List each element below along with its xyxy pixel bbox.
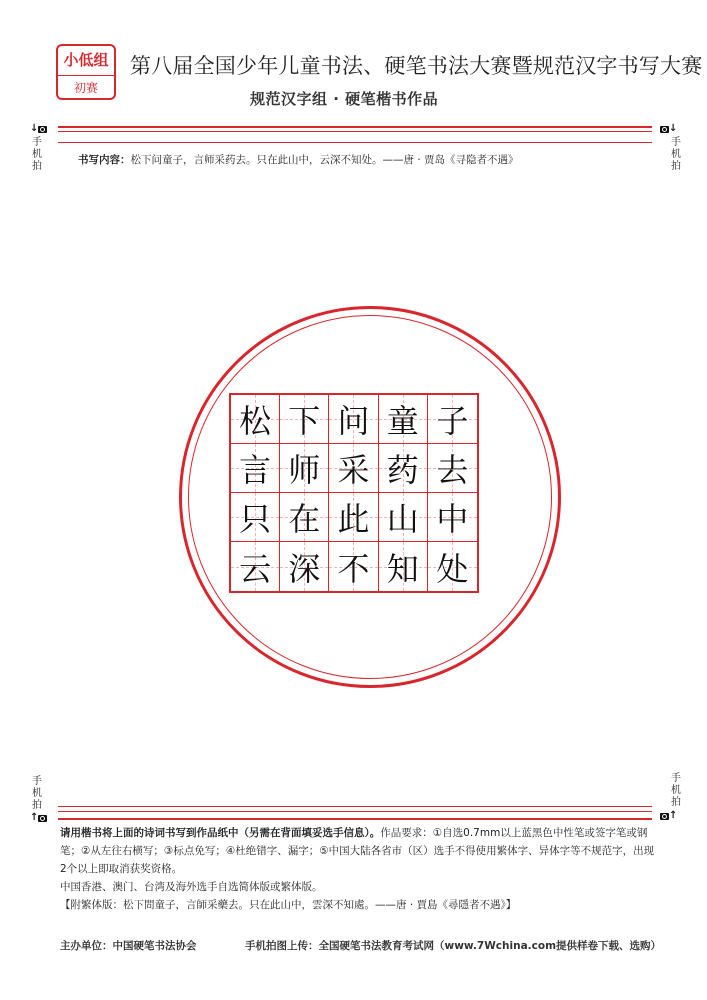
grid-cell [231, 493, 280, 542]
grid-character: 师 [288, 451, 321, 489]
grid-cell [428, 444, 477, 493]
phone-capture-label-bottom-right: 手机拍 [671, 773, 681, 808]
instructions-overseas: 中国香港、澳门、台湾及海外选手自选简体版或繁体版。 [60, 881, 323, 893]
grid-cell [379, 493, 428, 542]
camera-icon [660, 813, 669, 820]
grid-cell [379, 395, 428, 444]
grid-character: 问 [337, 402, 370, 440]
page-title: 第八届全国少年儿童书法、硬笔书法大赛暨规范汉字书写大赛 [130, 54, 703, 78]
grid-cell [280, 444, 329, 493]
grid-character: 不 [337, 549, 370, 588]
instructions-traditional: 【附繁体版：松下問童子，言師采藥去。只在此山中，雲深不知處。——唐 · 賈島《尋隱者不遇》】 [60, 899, 517, 911]
grid-character: 深 [288, 549, 321, 588]
writing-content-label: 书写内容： [78, 154, 131, 166]
stamp-group-label: 小低组 [58, 46, 114, 76]
phone-capture-label-bottom-left: 手机拍 [32, 776, 42, 811]
grid-character: 药 [386, 451, 419, 489]
stamp-round-label: 初赛 [73, 81, 98, 95]
grid-cell [428, 542, 477, 591]
phone-capture-label-right: 手机拍 [671, 137, 681, 172]
bottom-rule-thin [58, 806, 652, 807]
grid-character: 处 [436, 549, 469, 588]
arrow-down-icon: ↓ [30, 123, 39, 134]
grid-cell [379, 542, 428, 591]
grid-cell [280, 542, 329, 591]
grid-cell [329, 444, 378, 493]
writing-grid [229, 393, 479, 593]
camera-icon [660, 126, 669, 133]
bottom-rule-thick [58, 818, 652, 820]
arrow-down-icon: ↓ [669, 123, 678, 134]
grid-cell [329, 493, 378, 542]
grid-cell [231, 542, 280, 591]
organizer-text: 主办单位：中国硬笔书法协会 [60, 940, 197, 952]
camera-icon [38, 126, 47, 133]
upload-camera-marker-left [30, 813, 47, 824]
grid-cell [428, 493, 477, 542]
grid-character: 山 [386, 500, 419, 538]
grid-cell [280, 395, 329, 444]
grid-cell [329, 542, 378, 591]
grid-character: 采 [337, 451, 370, 489]
instructions-block [60, 824, 660, 914]
top-rule-thick [58, 126, 652, 128]
grid-character: 去 [436, 451, 469, 489]
instructions-requirements: 作品要求：①自选0.7mm以上蓝黑色中性笔或签字笔或钢笔；②从左往右横写；③标点免写；④杜绝错字、漏字；⑤中国大陆各省市（区）选手不得使用繁体字、异体字等不规范字，出现2个以上即取消获奖资格。 [60, 827, 655, 875]
grid-cell [231, 444, 280, 493]
arrow-up-icon: ↑ [669, 810, 678, 821]
page-subtitle: 规范汉字组 · 硬笔楷书作品 [250, 90, 439, 108]
grid-character: 童 [386, 402, 419, 440]
upload-info-text: 手机拍图上传：全国硬笔书法教育考试网（www.7Wchina.com提供样卷下载、选购） [245, 940, 662, 952]
grid-cell [280, 493, 329, 542]
grid-character: 松 [239, 402, 272, 440]
grid-character: 此 [337, 500, 370, 538]
group-stamp [56, 44, 116, 100]
grid-character: 只 [239, 500, 272, 538]
top-rule-thin [58, 131, 652, 132]
arrow-up-icon: ↑ [30, 812, 39, 823]
writing-content [78, 152, 519, 167]
grid-character: 下 [288, 402, 321, 440]
grid-cell [231, 395, 280, 444]
download-camera-marker-left [30, 124, 47, 135]
instructions-lead: 请用楷书将上面的诗词书写到作品纸中（另需在背面填妥选手信息）。 [60, 827, 381, 839]
grid-character: 知 [386, 549, 419, 588]
grid-character: 子 [436, 402, 469, 440]
instructions-paragraph [60, 824, 660, 878]
grid-character: 云 [239, 549, 272, 588]
top-rule-thin-2 [58, 142, 652, 143]
upload-camera-marker-right [660, 811, 677, 822]
phone-capture-label-left: 手机拍 [32, 137, 42, 172]
download-camera-marker-right [660, 124, 677, 135]
grid-cell [329, 395, 378, 444]
grid-character: 在 [288, 500, 321, 538]
grid-cell [379, 444, 428, 493]
writing-content-text: 松下问童子，言师采药去。只在此山中，云深不知处。——唐 · 贾岛《寻隐者不遇》 [130, 154, 519, 166]
camera-icon [38, 815, 47, 822]
grid-character: 言 [239, 451, 272, 489]
grid-cell [428, 395, 477, 444]
grid-character: 中 [436, 500, 469, 538]
bottom-rule-thin-2 [58, 811, 652, 812]
